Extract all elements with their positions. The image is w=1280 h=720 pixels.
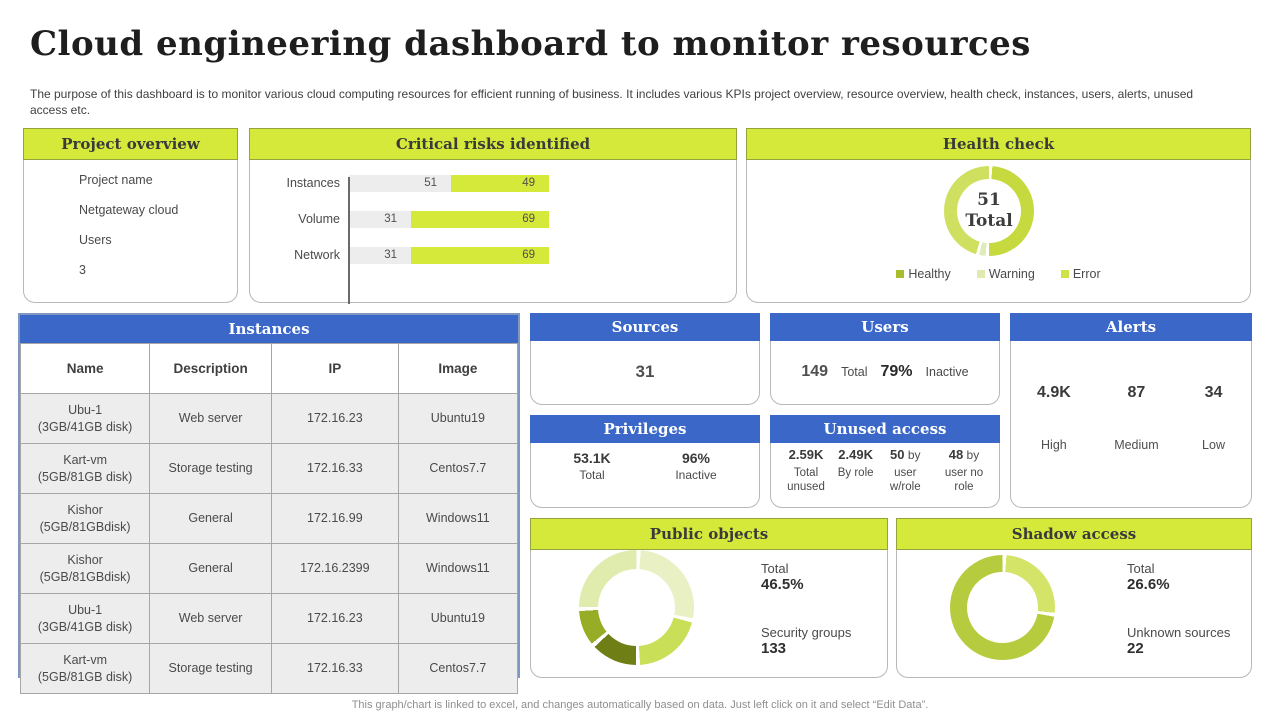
unused-user-wrole-label: user w/role <box>889 467 921 494</box>
legend-item-warning <box>977 267 1035 281</box>
instances-table-body <box>21 394 518 694</box>
alerts-high-value: 4.9K <box>1037 384 1071 401</box>
bar-segment-critical: 49 <box>451 175 549 192</box>
page-title: Cloud engineering dashboard to monitor resources <box>30 24 1031 64</box>
cell-image: Centos7.7 <box>398 444 517 494</box>
page-subtitle: The purpose of this dashboard is to monitor various cloud computing resources for efficient running of business. It includes various KPIs project overview, resource overview, health check, instances, users, alerts, unused access etc. <box>30 87 1194 118</box>
health-total-label: Total <box>965 211 1013 231</box>
unused-access-panel <box>770 415 1000 508</box>
unused-access-stats <box>779 446 991 495</box>
public-total-label: Total <box>761 561 789 576</box>
privileges-total-value: 53.1K <box>573 450 611 466</box>
unused-user-norole-label: user no role <box>944 467 984 494</box>
privileges-stats <box>541 450 749 483</box>
project-name-label: Project name <box>79 173 153 187</box>
unused-user-wrole-value: 50 <box>890 447 905 462</box>
cell-name: Kishor (5GB/81GBdisk) <box>21 494 150 544</box>
unused-user-norole-suffix: by <box>963 448 980 462</box>
cell-ip: 172.16.33 <box>271 644 398 694</box>
bar-segment-critical: 69 <box>411 211 549 228</box>
public-security-groups <box>761 625 851 657</box>
donut-center-text <box>944 166 1034 256</box>
alerts-medium-value: 87 <box>1127 384 1146 401</box>
table-header-row <box>21 344 518 394</box>
privileges-inactive <box>675 450 716 483</box>
privileges-total-label: Total <box>579 468 605 482</box>
users-label: Users <box>79 233 112 247</box>
alerts-low-label: Low <box>1202 438 1225 452</box>
shadow-unknown-sources-value: 22 <box>1127 640 1144 657</box>
cell-image: Centos7.7 <box>398 644 517 694</box>
cell-name: Ubu-1 (3GB/41GB disk) <box>21 594 150 644</box>
bar-segment-remaining: 31 <box>349 211 411 228</box>
bar-segment-critical: 69 <box>411 247 549 264</box>
cell-image: Windows11 <box>398 544 517 594</box>
shadow-access-donut[interactable] <box>950 555 1055 660</box>
instances-table[interactable] <box>20 343 518 694</box>
legend-label: Healthy <box>908 267 951 281</box>
footer-note: This graph/chart is linked to excel, and changes automatically based on data. Just left click on it and select “Edit Data”. <box>351 699 929 711</box>
public-security-groups-label: Security groups <box>761 625 852 640</box>
users-inactive-value: 79% <box>880 363 913 380</box>
shadow-access-header: Shadow access <box>896 518 1252 550</box>
public-objects-donut[interactable] <box>579 550 694 665</box>
cell-ip: 172.16.33 <box>271 444 398 494</box>
project-name-value: Netgateway cloud <box>79 203 179 217</box>
legend-swatch-icon <box>977 270 985 278</box>
sources-panel <box>530 313 760 405</box>
alerts-low <box>1202 384 1225 452</box>
privileges-inactive-label: Inactive <box>675 468 717 482</box>
unused-byrole <box>838 446 874 495</box>
unused-total-label: Total unused <box>787 467 825 494</box>
table-row <box>21 394 518 444</box>
table-row <box>21 544 518 594</box>
project-overview-panel <box>23 128 238 303</box>
bar-rows <box>278 174 549 264</box>
cell-image: Ubuntu19 <box>398 594 517 644</box>
shadow-unknown-sources-label: Unknown sources <box>1127 625 1231 640</box>
shadow-access-stats <box>1127 561 1230 689</box>
privileges-header: Privileges <box>530 415 760 443</box>
privileges-panel <box>530 415 760 508</box>
public-objects-panel <box>530 518 888 678</box>
cell-name: Kishor (5GB/81GBdisk) <box>21 544 150 594</box>
privileges-total <box>573 450 610 483</box>
legend-label: Error <box>1072 267 1101 281</box>
cell-description: Web server <box>150 394 272 444</box>
unused-user-wrole-suffix: by <box>904 448 921 462</box>
unused-byrole-label: By role <box>837 467 874 479</box>
cell-image: Windows11 <box>398 494 517 544</box>
bar-category-label: Volume <box>298 212 340 226</box>
donut-hole <box>967 572 1038 643</box>
shadow-total <box>1127 561 1230 593</box>
users-panel <box>770 313 1000 405</box>
cell-name: Kart-vm (5GB/81GB disk) <box>21 444 150 494</box>
project-overview-header: Project overview <box>23 128 238 160</box>
col-header-name: Name <box>21 344 150 394</box>
alerts-panel <box>1010 313 1252 508</box>
critical-risks-panel <box>249 128 737 303</box>
unused-user-norole-value: 48 <box>948 447 964 462</box>
bar-segment-remaining: 51 <box>349 175 451 192</box>
alerts-high-label: High <box>1041 438 1067 452</box>
legend-label: Warning <box>988 267 1035 281</box>
alerts-medium <box>1114 384 1158 452</box>
public-objects-header: Public objects <box>530 518 888 550</box>
legend-swatch-icon <box>1061 270 1069 278</box>
health-check-header: Health check <box>746 128 1251 160</box>
sources-value: 31 <box>635 362 655 381</box>
shadow-total-label: Total <box>1127 561 1155 576</box>
unused-total <box>779 446 833 495</box>
col-header-image: Image <box>398 344 517 394</box>
health-check-donut[interactable] <box>944 166 1034 256</box>
cell-description: Storage testing <box>150 644 272 694</box>
bar-chart-axis <box>348 177 350 304</box>
table-row <box>21 444 518 494</box>
unused-user-wrole <box>878 446 932 495</box>
health-check-legend <box>747 267 1250 281</box>
cell-ip: 172.16.99 <box>271 494 398 544</box>
project-overview-lines <box>79 173 178 293</box>
legend-item-healthy <box>896 267 950 281</box>
shadow-total-value: 26.6% <box>1127 576 1170 593</box>
users-total-label: Total <box>841 365 868 379</box>
table-row <box>21 594 518 644</box>
shadow-unknown-sources <box>1127 625 1230 657</box>
cell-name: Ubu-1 (3GB/41GB disk) <box>21 394 150 444</box>
users-stats <box>771 340 999 404</box>
instances-table-panel[interactable] <box>18 313 520 684</box>
legend-swatch-icon <box>896 270 904 278</box>
cell-ip: 172.16.23 <box>271 594 398 644</box>
public-objects-stats <box>761 561 851 689</box>
alerts-medium-label: Medium <box>1114 438 1159 452</box>
users-header: Users <box>770 313 1000 341</box>
alerts-high <box>1037 384 1071 452</box>
cell-description: Storage testing <box>150 444 272 494</box>
public-security-groups-value: 133 <box>761 640 787 657</box>
critical-risks-chart[interactable] <box>278 174 549 282</box>
legend-item-error <box>1061 267 1101 281</box>
alerts-low-value: 34 <box>1204 384 1223 401</box>
public-total <box>761 561 851 593</box>
cell-description: General <box>150 494 272 544</box>
donut-hole <box>598 569 675 646</box>
bar-category-label: Network <box>294 248 340 262</box>
alerts-header: Alerts <box>1010 313 1252 341</box>
cell-ip: 172.16.2399 <box>271 544 398 594</box>
unused-access-header: Unused access <box>770 415 1000 443</box>
users-total-value: 149 <box>801 363 829 380</box>
col-header-description: Description <box>150 344 272 394</box>
alerts-stats <box>1037 384 1225 452</box>
cell-description: General <box>150 544 272 594</box>
table-row <box>21 494 518 544</box>
table-row <box>21 644 518 694</box>
bar-row <box>278 210 549 228</box>
public-total-value: 46.5% <box>761 576 804 593</box>
critical-risks-header: Critical risks identified <box>249 128 737 160</box>
bar-segment-remaining: 31 <box>349 247 411 264</box>
cell-ip: 172.16.23 <box>271 394 398 444</box>
cell-image: Ubuntu19 <box>398 394 517 444</box>
unused-total-value: 2.59K <box>788 447 824 462</box>
bar-row <box>278 174 549 192</box>
users-value: 3 <box>79 263 86 277</box>
unused-byrole-value: 2.49K <box>838 447 873 462</box>
sources-header: Sources <box>530 313 760 341</box>
privileges-inactive-value: 96% <box>681 450 710 466</box>
users-inactive-label: Inactive <box>925 365 969 379</box>
instances-table-header: Instances <box>20 315 518 343</box>
bar-category-label: Instances <box>286 176 340 190</box>
bar-row <box>278 246 549 264</box>
unused-user-norole <box>937 446 991 495</box>
col-header-ip: IP <box>271 344 398 394</box>
cell-name: Kart-vm (5GB/81GB disk) <box>21 644 150 694</box>
cell-description: Web server <box>150 594 272 644</box>
health-check-panel <box>746 128 1251 303</box>
health-total-value: 51 <box>977 189 1001 210</box>
shadow-access-panel <box>896 518 1252 678</box>
